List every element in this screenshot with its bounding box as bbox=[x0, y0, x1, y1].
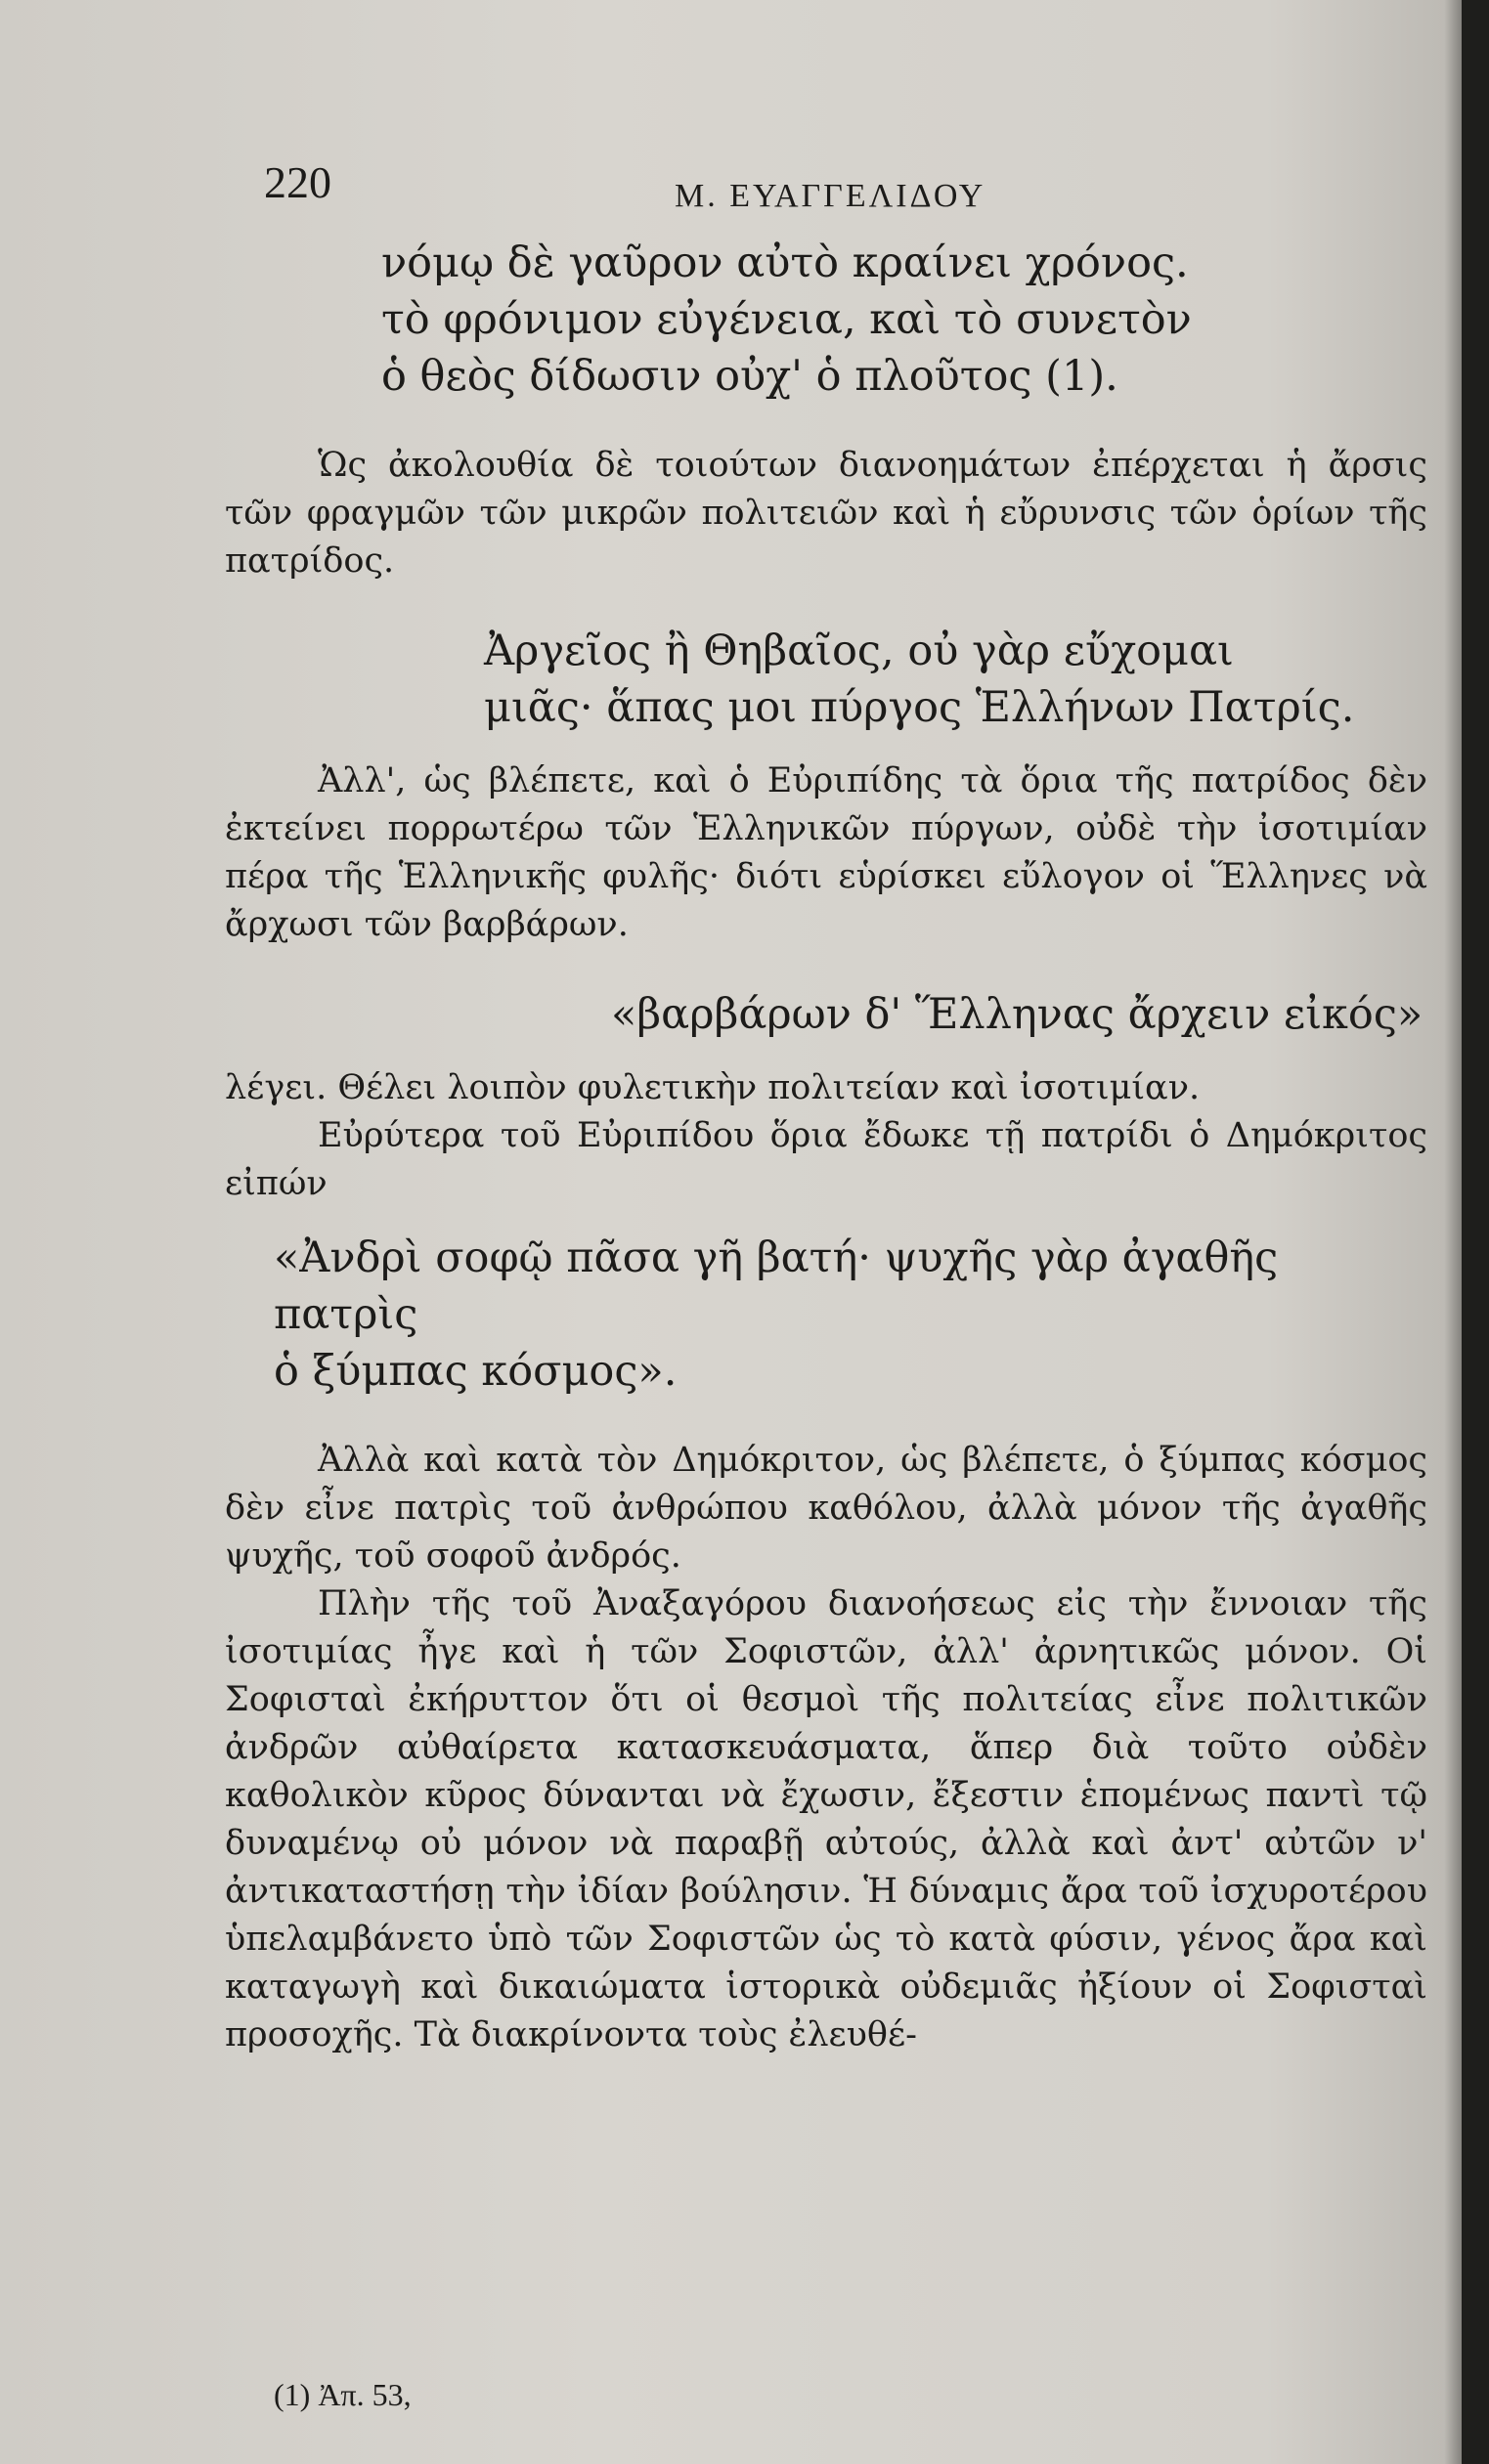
page-number: 220 bbox=[264, 157, 331, 207]
paragraph: Πλὴν τῆς τοῦ Ἀναξαγόρου διανοήσεως εἰς τὴν ἔννοιαν τῆς ἰσοτιμίας ἦγε καὶ ἡ τῶν Σοφιστῶν, ἀλλ' ἀρνητικῶς μόνον. Οἱ Σοφισταὶ ἐκήρυττον ὅτι οἱ θεσμοὶ τῆς πολιτείας εἶνε πολιτικῶν ἀνδρῶν αὐθαίρετα κατασκευάσματα, ἅπερ διὰ τοῦτο οὐδὲν καθολικὸν κῦρος δύνανται νὰ ἔχωσιν, ἔξεστιν ἑπομένως παντὶ τῷ δυναμένῳ οὐ μόνον νὰ παραβῇ αὐτούς, ἀλλὰ καὶ ἀντ' αὐτῶν ν' ἀντικαταστήσῃ τὴν ἰδίαν βούλησιν. Ἡ δύναμις ἄρα τοῦ ἰσχυροτέρου ὑπελαμβάνετο ὑπὸ τῶν Σοφιστῶν ὡς τὸ κατὰ φύσιν, γένος ἄρα καὶ καταγωγὴ καὶ δικαιώματα ἱστορικὰ οὐδεμιᾶς ἠξίουν οἱ Σοφισταὶ προσοχῆς. Τὰ διακρίνοντα τοὺς ἐλευθέ- bbox=[225, 1584, 1427, 2054]
running-head bbox=[264, 156, 1398, 225]
page-body bbox=[225, 235, 1427, 2059]
verse-line: ὁ θεὸς δίδωσιν οὐχ' ὁ πλοῦτος (1). bbox=[381, 352, 1118, 401]
page-edge-shadow bbox=[1462, 0, 1489, 2464]
paragraph: Ἀλλὰ καὶ κατὰ τὸν Δημόκριτον, ὡς βλέπετε, ὁ ξύμπας κόσμος δὲν εἶνε πατρὶς τοῦ ἀνθρώπου καθόλου, ἀλλὰ μόνον τῆς ἀγαθῆς ψυχῆς, τοῦ σοφοῦ ἀνδρός. bbox=[225, 1441, 1427, 1576]
paragraph: Ἀλλ', ὡς βλέπετε, καὶ ὁ Εὐριπίδης τὰ ὅρια τῆς πατρίδος δὲν ἐκτείνει πορρωτέρω τῶν Ἑλληνικῶν πύργων, οὐδὲ τὴν ἰσοτιμίαν πέρα τῆς Ἑλληνικῆς φυλῆς· διότι εὑρίσκει εὔλογον οἱ Ἕλληνες νὰ ἄρχωσι τῶν βαρβάρων. bbox=[225, 761, 1427, 944]
footnote: (1) Ἀπ. 53, bbox=[274, 2377, 412, 2412]
paragraph: λέγει. Θέλει λοιπὸν φυλετικὴν πολιτείαν καὶ ἰσοτιμίαν. bbox=[225, 1068, 1201, 1107]
verse-line: «Ἀνδρὶ σοφῷ πᾶσα γῆ βατή· ψυχῆς γὰρ ἀγαθῆς πατρὶς bbox=[274, 1233, 1279, 1339]
verse-line: τὸ φρόνιμον εὐγένεια, καὶ τὸ συνετὸν bbox=[381, 295, 1192, 344]
running-head-title: Μ. ΕΥΑΓΓΕΛΙΔΟΥ bbox=[675, 178, 986, 214]
paragraph: Εὐρύτερα τοῦ Εὐριπίδου ὅρια ἔδωκε τῇ πατρίδι ὁ Δημόκριτος εἰπών bbox=[225, 1116, 1427, 1203]
paragraph: Ὡς ἀκολουθία δὲ τοιούτων διανοημάτων ἐπέρχεται ἡ ἄρσις τῶν φραγμῶν τῶν μικρῶν πολιτειῶν καὶ ἡ εὔρυνσις τῶν ὁρίων τῆς πατρίδος. bbox=[225, 446, 1427, 581]
verse-line: ὁ ξύμπας κόσμος». bbox=[274, 1347, 678, 1396]
verse-line: «βαρβάρων δ' Ἕλληνας ἄρχειν εἰκός» bbox=[611, 990, 1423, 1039]
verse-line: μιᾶς· ἅπας μοι πύργος Ἑλλήνων Πατρίς. bbox=[484, 683, 1355, 732]
verse-line: νόμῳ δὲ γαῦρον αὐτὸ κραίνει χρόνος. bbox=[381, 238, 1189, 287]
verse-line: Ἀργεῖος ἢ Θηβαῖος, οὐ γὰρ εὔχομαι bbox=[484, 627, 1234, 675]
